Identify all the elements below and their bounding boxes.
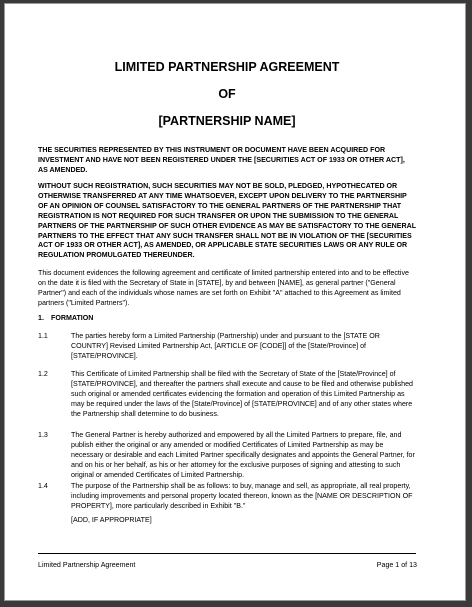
- footer-document-name: Limited Partnership Agreement: [38, 561, 136, 569]
- clause-text: The General Partner is hereby authorized and empowered by all the Limited Partners to prepare, file, and publish either the original or any amended or modified Certificates of Limited Partnership as may be necessary or desirable and each Limited Partner specifically designates and appoints the General Partner, for and on his or her behalf, as his or her attorney for the exclusive purposes of signing and attesting to such original or amended Certificates of Limited Partnership.: [71, 431, 415, 479]
- clause-text: The parties hereby form a Limited Partnership (Partnership) under and pursuant to the [STATE OR COUNTRY] Revised Limited Partnership Act, [ARTICLE OF [CODE]] of the [State/Province] of [STATE/PROVINCE].: [71, 332, 380, 360]
- clause-number: 1.1: [38, 332, 48, 340]
- securities-legend-2: WITHOUT SUCH REGISTRATION, SUCH SECURITIES MAY NOT BE SOLD, PLEDGED, HYPOTHECATED OR OTHERWISE TRANSFERRED AT ANY TIME WHATSOEVER, EXCEPT UPON DELIVERY TO THE PARTNERSHIP OF AN OPINION OF COUNSEL SATISFACTORY TO THE GENERAL PARTNERS OF THE PARTNERSHIP THAT REGISTRATION IS NOT REQUIRED FOR SUCH TRANSFER OR UPON THE SUBMISSION TO THE GENERAL PARTNERS OF THE PARTNERSHIP OF SUCH OTHER EVIDENCE AS MAY BE SATISFACTORY TO THE GENERAL PARTNERS TO THE EFFECT THAT ANY SUCH TRANSFER SHALL NOT BE IN VIOLATION OF THE [SECURITIES ACT OF 1933 OR OTHER ACT], AS AMENDED, OR APPLICABLE STATE SECURITIES LAWS OR ANY RULE OR REGULATION PROMULGATED THEREUNDER.: [38, 182, 416, 260]
- clause-text: The purpose of the Partnership shall be as follows: to buy, manage and sell, as appropriate, all real property, including improvements and personal property located thereon, known as the [NAME OR DESCRIPTION OF PROPERTY], more particularly described in Exhibit "B.": [71, 482, 413, 510]
- document-page: [4, 3, 466, 601]
- document-title-of: OF: [218, 87, 236, 101]
- clause-number: 1.4: [38, 482, 48, 490]
- section-number: 1.: [38, 314, 44, 322]
- partnership-name: [PARTNERSHIP NAME]: [158, 114, 296, 128]
- intro-paragraph: This document evidences the following agreement and certificate of limited partnership entered into and to be effective on the date it is filed with the Secretary of State in [STATE], by and between [NAME], as general partner ("General Partner") and each of the individuals whose names are set forth on Exhibit "A" attached to this Agreement as limited partners ("Limited Partners").: [38, 269, 409, 307]
- footer-divider: [38, 553, 416, 554]
- add-note-text: [ADD, IF APPROPRIATE]: [71, 516, 152, 524]
- document-title: LIMITED PARTNERSHIP AGREEMENT: [114, 60, 340, 74]
- clause-number: 1.2: [38, 370, 48, 378]
- footer-page-number: Page 1 of 13: [376, 561, 417, 569]
- section-heading-formation: [38, 314, 93, 324]
- section-title: FORMATION: [51, 314, 94, 322]
- clause-number: 1.3: [38, 431, 48, 439]
- securities-legend-1: THE SECURITIES REPRESENTED BY THIS INSTRUMENT OR DOCUMENT HAVE BEEN ACQUIRED FOR INVESTMENT AND HAVE NOT BEEN REGISTERED UNDER THE [SECURITIES ACT OF 1933 OR OTHER ACT], AS AMENDED.: [38, 146, 405, 174]
- clause-text: This Certificate of Limited Partnership shall be filed with the Secretary of State of the [State/Province] of [STATE/PROVINCE], and thereafter the partners shall execute and cause to be filed and otherwise published such original or amended certificates evidencing the formation and operation of this Limited Partnership as may be required under the laws of the [State/Province] of [STATE/PROVINCE] and of any other states where the Partnership shall determine to do business.: [71, 370, 414, 418]
